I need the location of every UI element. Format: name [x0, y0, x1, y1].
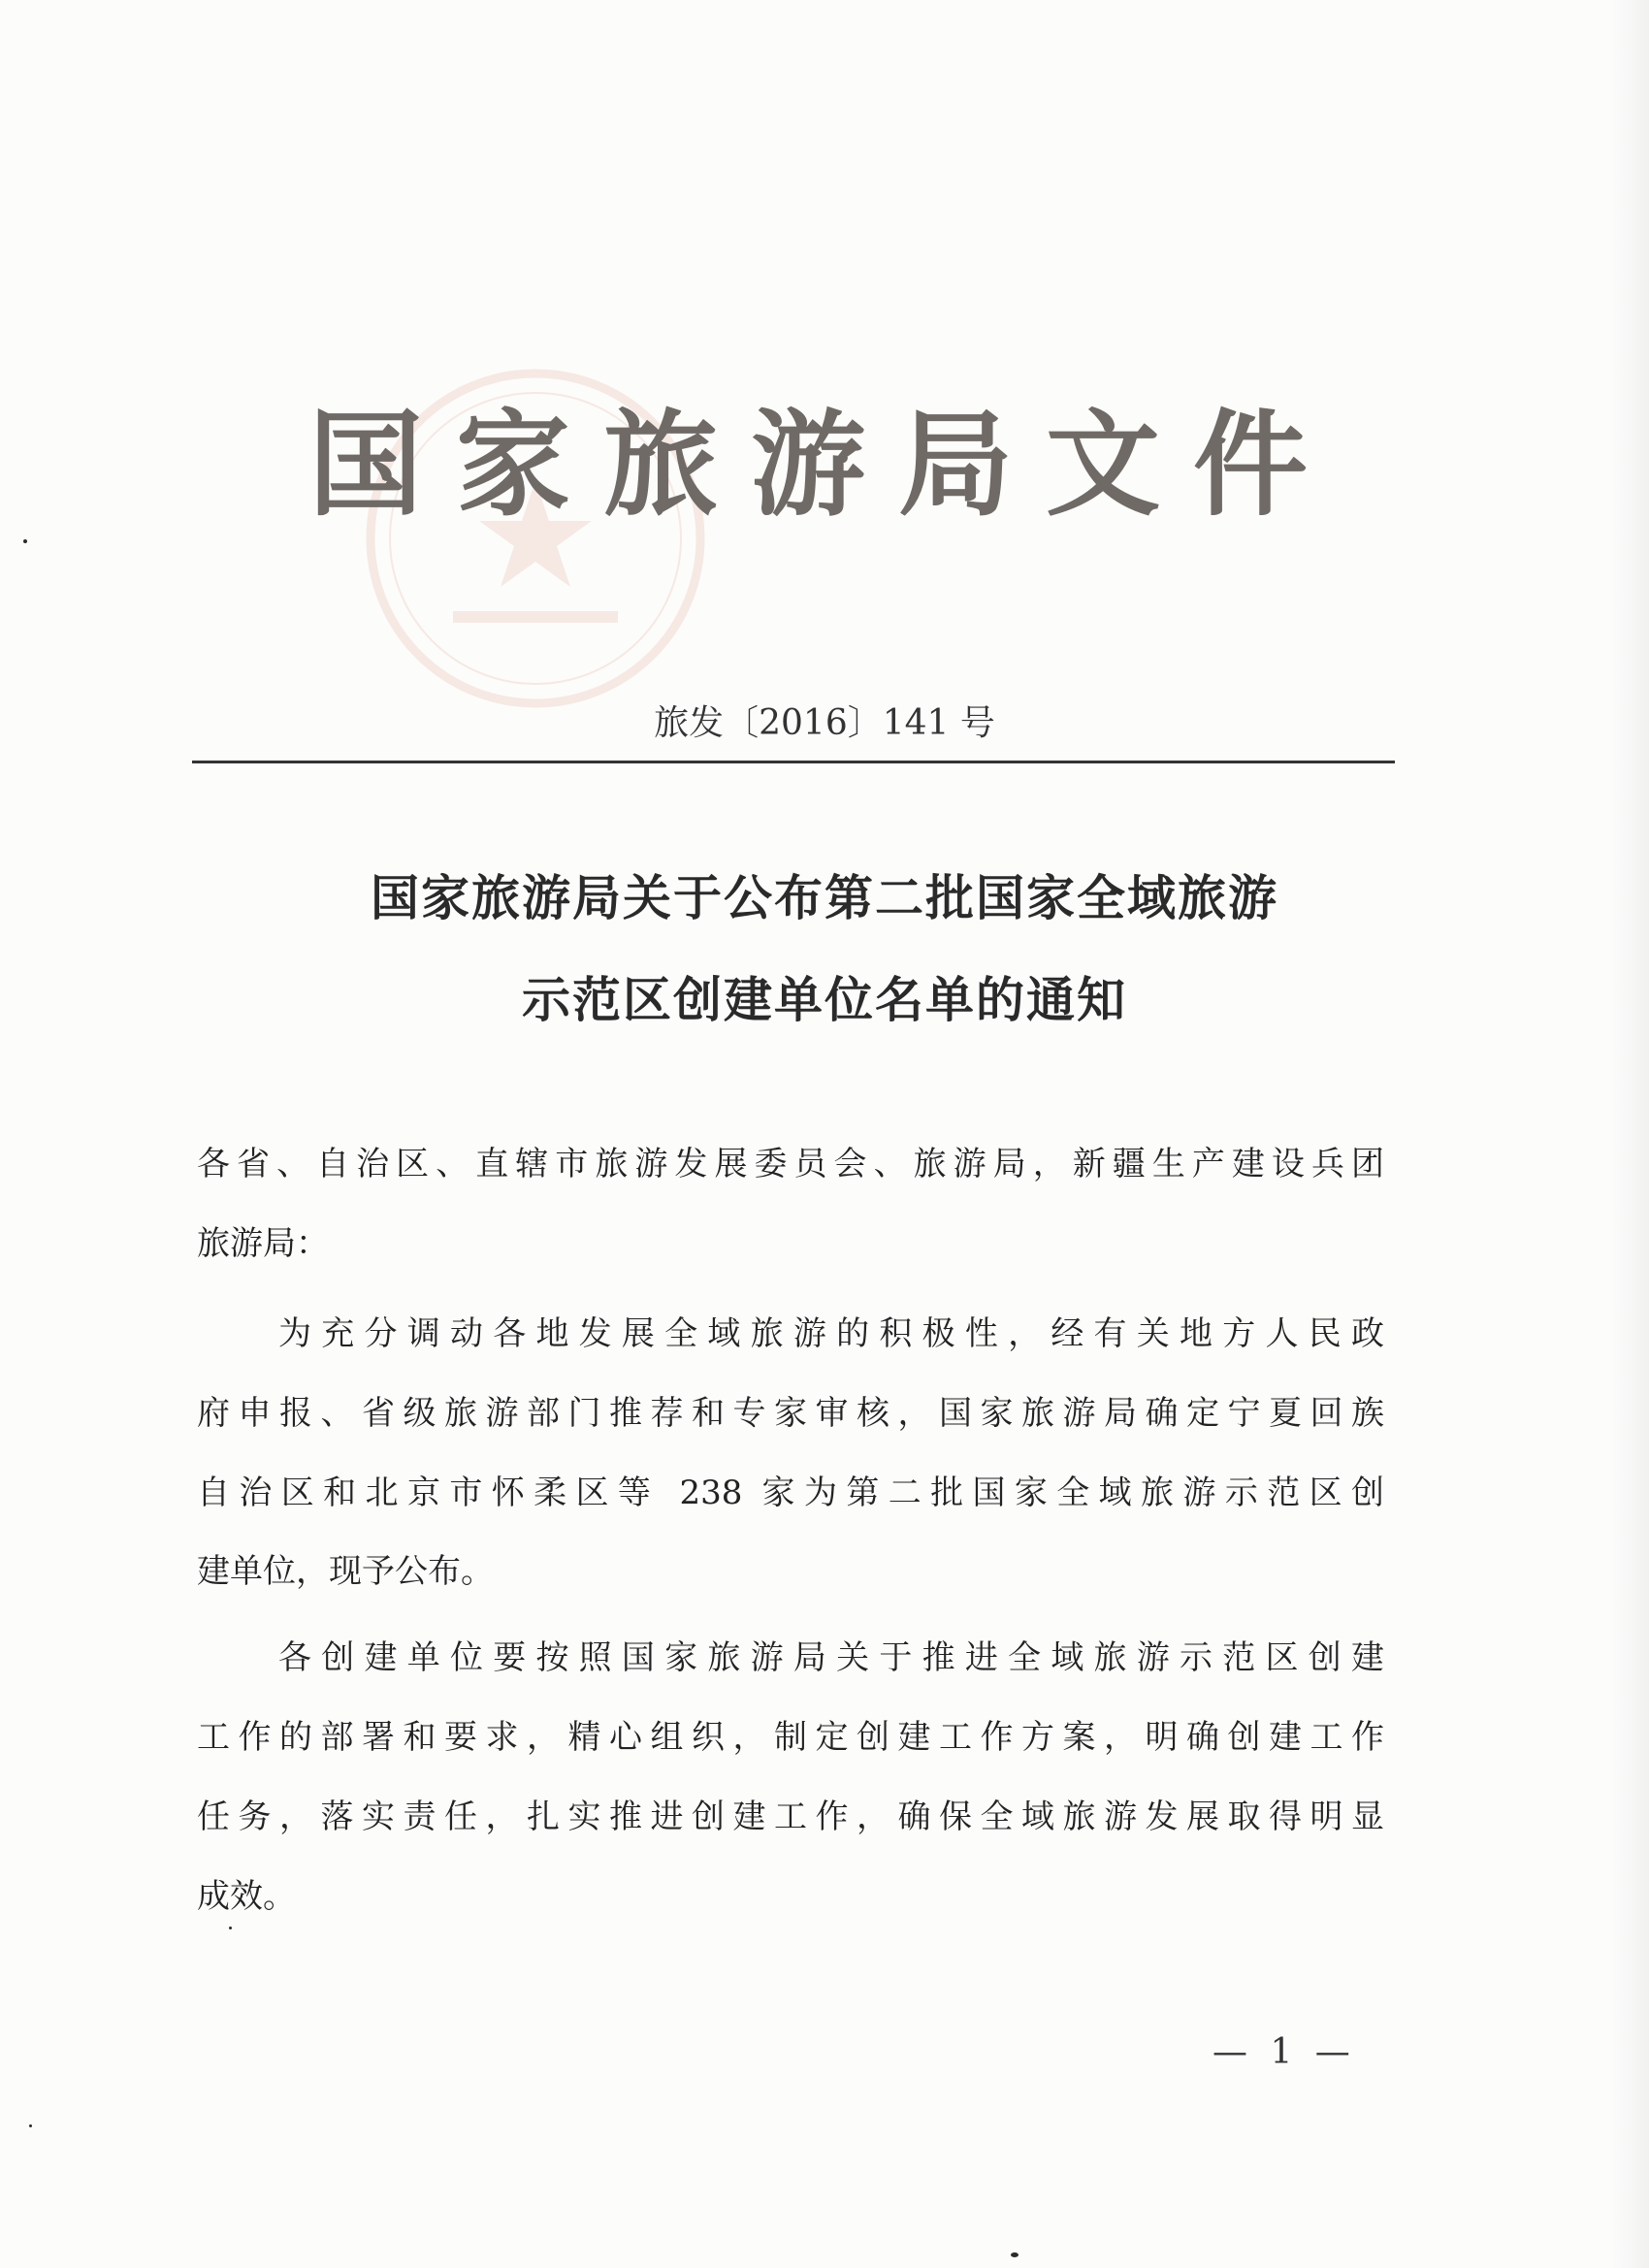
page-number: — 1 —	[1212, 2032, 1356, 2072]
salutation-line-2: 旅游局：	[197, 1224, 329, 1263]
issuing-authority-title: 国家旅游局文件	[307, 397, 1341, 532]
page-edge-shadow	[1610, 0, 1649, 2268]
paragraph-2-line-2: 工作的部署和要求，精心组织，制定创建工作方案，明确创建工作	[197, 1718, 1384, 1757]
paragraph-1-line-1: 为充分调动各地发展全域旅游的积极性，经有关地方人民政	[278, 1314, 1384, 1353]
notice-title-line-2: 示范区创建单位名单的通知	[522, 971, 1127, 1028]
paragraph-1-line-4: 建单位，现予公布。	[197, 1552, 494, 1591]
paragraph-2-line-4: 成效。	[197, 1877, 296, 1916]
scan-speck	[23, 539, 27, 543]
document-number: 旅发〔2016〕141 号	[654, 703, 995, 743]
scan-speck	[1011, 2252, 1018, 2257]
paragraph-2-line-3: 任务，落实责任，扎实推进创建工作，确保全域旅游发展取得明显	[197, 1798, 1384, 1836]
paragraph-1-line-3: 自治区和北京市怀柔区等 238 家为第二批国家全域旅游示范区创	[197, 1474, 1384, 1512]
scan-speck	[229, 1927, 232, 1929]
paragraph-1-line-2: 府申报、省级旅游部门推荐和专家审核，国家旅游局确定宁夏回族	[197, 1394, 1384, 1433]
scan-speck	[29, 2124, 32, 2127]
header-divider	[192, 761, 1395, 763]
paragraph-2-line-1: 各创建单位要按照国家旅游局关于推进全域旅游示范区创建	[278, 1638, 1384, 1677]
notice-title-line-1: 国家旅游局关于公布第二批国家全域旅游	[371, 869, 1278, 926]
salutation-line-1: 各省、自治区、直辖市旅游发展委员会、旅游局，新疆生产建设兵团	[197, 1145, 1384, 1183]
